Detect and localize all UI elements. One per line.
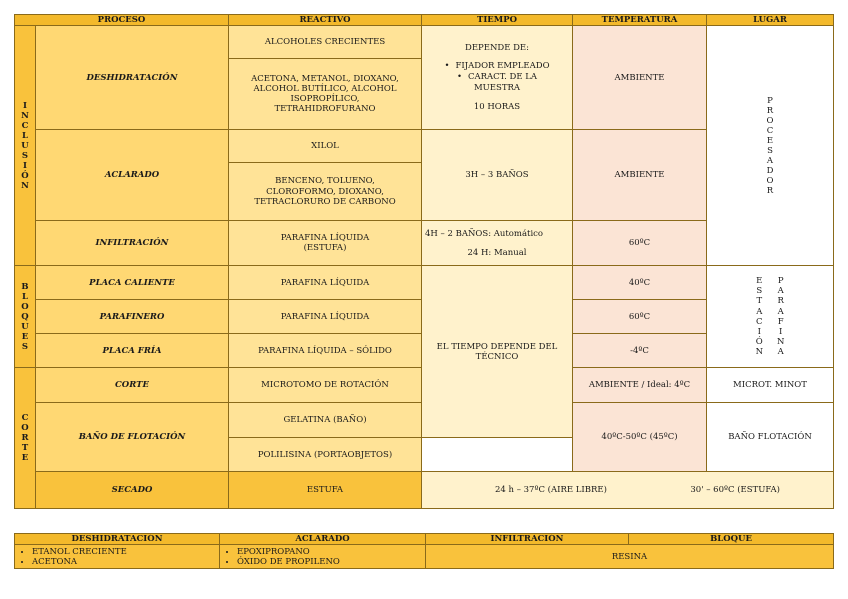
header-tiempo: TIEMPO (422, 15, 573, 26)
tiempo-infiltracion: 4H – 2 BAÑOS: Automático 24 H: Manual (422, 221, 573, 266)
proceso-aclarado: ACLARADO (36, 130, 229, 221)
proceso-deshidratacion: DESHIDRATACIÓN (36, 26, 229, 130)
temperatura-bano-flotacion: 40ºC-50ºC (45ºC) (573, 403, 707, 472)
lugar-procesador: P R O C E S A D O R (707, 26, 834, 266)
estacion-letters: E S T A C I Ó N (755, 275, 763, 358)
header-row (15, 15, 834, 26)
legend-deshidratacion: • ETANOL CRECIENTE • ACETONA (15, 545, 220, 569)
tiempo-tecnico: EL TIEMPO DEPENDE DEL TÉCNICO (422, 266, 573, 438)
temperatura-parafinero: 60ºC (573, 300, 707, 334)
temperatura-aclarado: AMBIENTE (573, 130, 707, 221)
reactivo-benceno: BENCENO, TOLUENO, CLOROFORMO, DIOXANO, TETRACLORURO DE CARBONO (229, 163, 422, 221)
legend-aclarado: • EPOXIPROPANO • ÓXIDO DE PROPILENO (220, 545, 426, 569)
reactivo-acetona: ACETONA, METANOL, DIOXANO, ALCOHOL BUTÍLICO, ALCOHOL ISOPROPÍLICO, TETRAHIDROFURANO (229, 59, 422, 130)
proceso-secado: SECADO (36, 472, 229, 509)
temperatura-infiltracion: 60ºC (573, 221, 707, 266)
header-lugar: LUGAR (707, 15, 834, 26)
reactivo-placa-caliente: PARAFINA LÍQUIDA (229, 266, 422, 300)
proceso-bano-flotacion: BAÑO DE FLOTACIÓN (36, 403, 229, 472)
proceso-infiltracion: INFILTRACIÓN (36, 221, 229, 266)
legend-resina: RESINA (426, 545, 834, 569)
header-reactivo: REACTIVO (229, 15, 422, 26)
reactivo-parafina-estufa: PARAFINA LÍQUIDA (ESTUFA) (229, 221, 422, 266)
temperatura-deshidratacion: AMBIENTE (573, 26, 707, 130)
legend-header-deshidratacion: DESHIDRATACIÓN (15, 534, 220, 545)
reactivo-gelatina: GELATINA (BAÑO) (229, 403, 422, 438)
reactivo-xilol: XILOL (229, 130, 422, 163)
group-inclusion: I N C L U S I Ó N (15, 26, 36, 266)
proceso-parafinero: PARAFINERO (36, 300, 229, 334)
proceso-corte: CORTE (36, 368, 229, 403)
parafina-letters: P A R A F I N A (777, 275, 785, 358)
legend-table (14, 533, 834, 569)
reactivo-placa-fria: PARAFINA LÍQUIDA – SÓLIDO (229, 334, 422, 368)
tiempo-aclarado: 3H – 3 BAÑOS (422, 130, 573, 221)
tiempo-deshidratacion: DEPENDE DE: • FIJADOR EMPLEADO • CARACT. DE LA MUESTRA 10 HORAS (422, 26, 573, 130)
reactivo-parafinero: PARAFINA LÍQUIDA (229, 300, 422, 334)
proceso-placa-caliente: PLACA CALIENTE (36, 266, 229, 300)
reactivo-polilisina: POLILISINA (PORTAOBJETOS) (229, 438, 422, 472)
proceso-placa-fria: PLACA FRÍA (36, 334, 229, 368)
reactivo-estufa: ESTUFA (229, 472, 422, 509)
temperatura-corte: AMBIENTE / Ideal: 4ºC (573, 368, 707, 403)
reactivo-alcoholes: ALCOHOLES CRECIENTES (229, 26, 422, 59)
lugar-estacion-parafina (707, 266, 834, 368)
temperatura-placa-fria: -4ºC (573, 334, 707, 368)
lugar-microt: MICROT. MINOT (707, 368, 834, 403)
legend-header-infiltracion: INFILTRACIÓN (426, 534, 629, 545)
group-bloques: B L O Q U E S (15, 266, 36, 368)
reactivo-microtomo: MICROTOMO DE ROTACIÓN (229, 368, 422, 403)
temperatura-placa-caliente: 40ºC (573, 266, 707, 300)
lugar-bano-flotacion: BAÑO FLOTACIÓN (707, 403, 834, 472)
legend-header-row (15, 534, 834, 545)
header-temperatura: TEMPERATURA (573, 15, 707, 26)
header-proceso: PROCESO (15, 15, 229, 26)
tiempo-secado: 24 h – 37ºC (AIRE LIBRE) 30' – 60ºC (ESTUFA) (422, 472, 834, 509)
legend-header-aclarado: ACLARADO (220, 534, 426, 545)
legend-header-bloque: BLOQUE (629, 534, 834, 545)
legend-body-row (15, 545, 834, 569)
procesamiento-table (14, 14, 834, 509)
group-corte: C O R T E (15, 368, 36, 509)
